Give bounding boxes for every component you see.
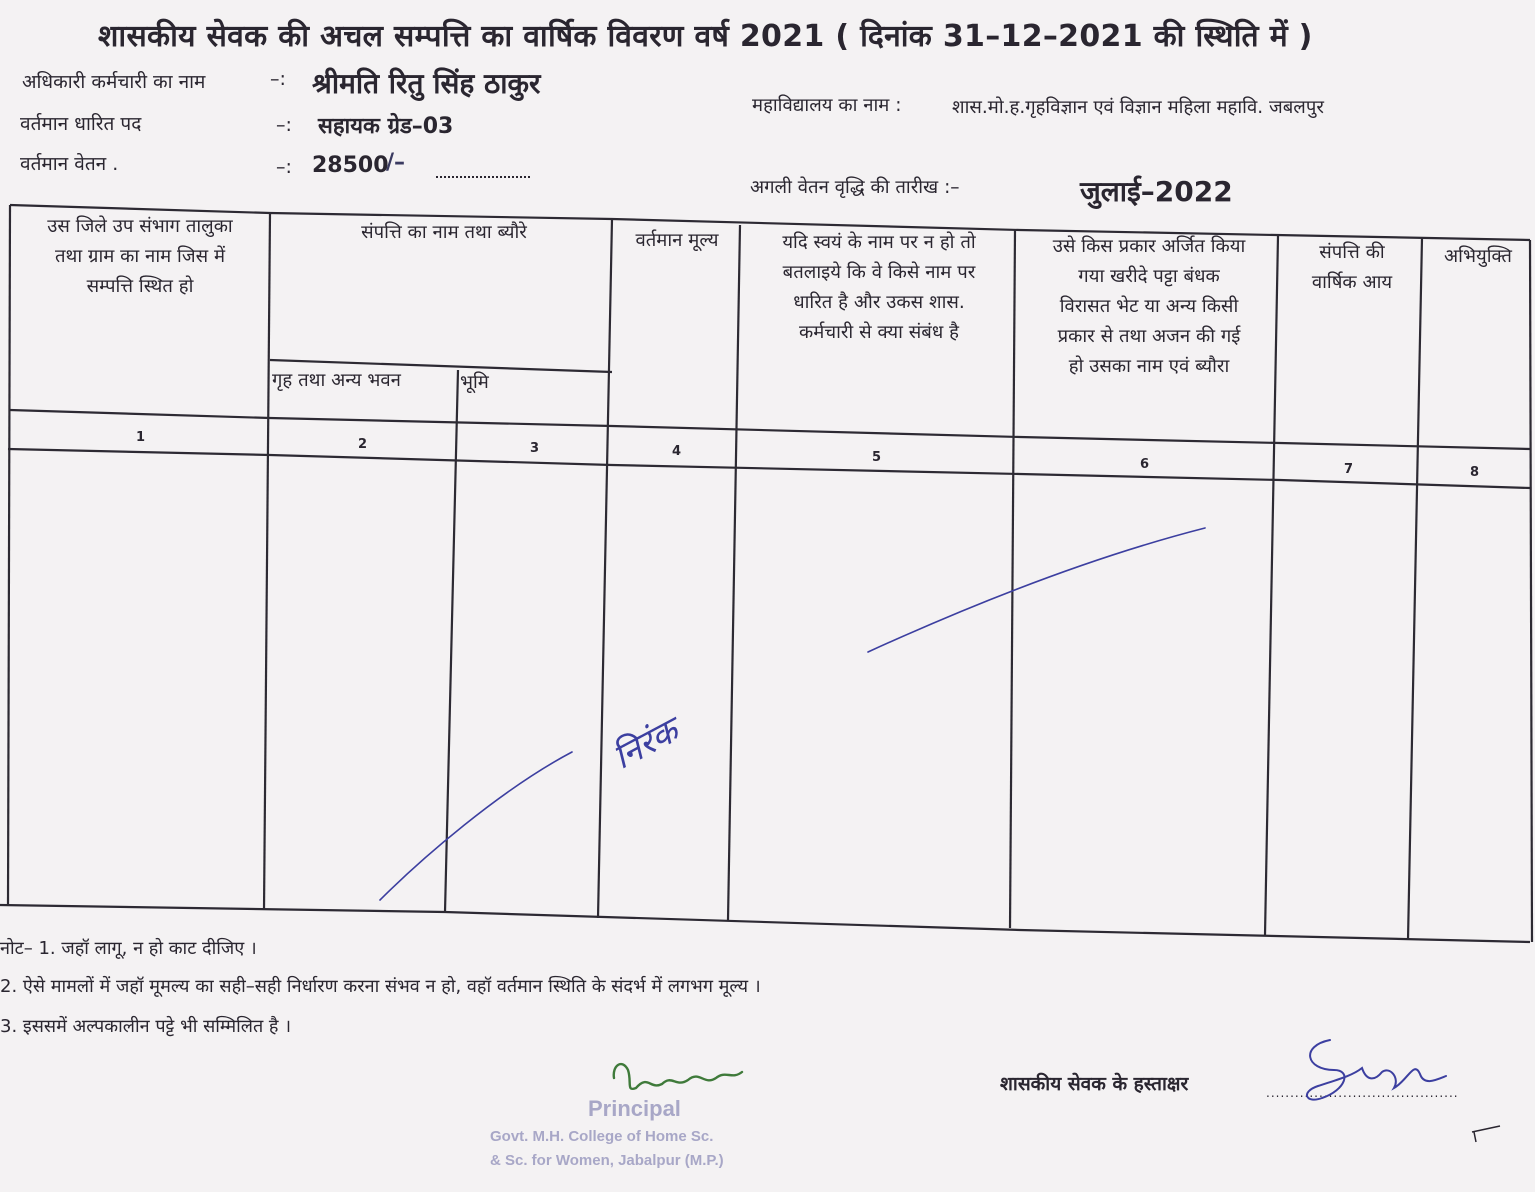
post-value: सहायक ग्रेड–03 [318, 114, 454, 139]
header-col23: संपत्ति का नाम तथा ब्यौरे [361, 222, 527, 243]
name-separator: –: [270, 68, 286, 90]
post-label: वर्तमान धारित पद [20, 113, 142, 135]
salary-separator: –: [276, 156, 292, 178]
note-2: 2. ऐसे मामलों में जहॉ मूमल्य का सही–सही निर्धारण करना संभव न हो, वहॉ वर्तमान स्थिति के संदर्भ में लगभग मूल्य । [0, 976, 761, 997]
header-col6: उसे किस प्रकार अर्जित किया गया खरीदे पट्टा बंधक विरासत भेट या अन्य किसी प्रकार से तथा अजन की गई हो उसका नाम एवं ब्यौरा [1052, 236, 1246, 377]
strike-line-col2 [380, 752, 572, 900]
header-col8: अभियुक्ति [1444, 246, 1512, 267]
col-number-5: 5 [872, 450, 882, 465]
employee-name: श्रीमति रितु सिंह ठाकुर [312, 67, 541, 100]
header-col2: गृह तथा अन्य भवन [272, 370, 401, 391]
col-number-6: 6 [1140, 457, 1150, 472]
salary-suffix: /– [386, 150, 406, 175]
col-number-1: 1 [136, 430, 146, 445]
header-col7: संपत्ति की वार्षिक आय [1311, 242, 1393, 293]
post-separator: –: [276, 114, 292, 136]
note-1: नोट– 1. जहॉ लागू, न हो काट दीजिए । [0, 938, 257, 959]
signature-dots: ........................................ [1266, 1086, 1459, 1100]
handwritten-nil-entry: निरंक [606, 710, 685, 778]
col-number-7: 7 [1344, 462, 1354, 477]
salary-value: 28500 [312, 153, 389, 178]
salary-label: वर्तमान वेतन . [20, 153, 119, 175]
form-title: शासकीय सेवक की अचल सम्पत्ति का वार्षिक विवरण वर्ष 2021 ( दिनांक 31–12–2021 की स्थिति में ) [98, 19, 1313, 54]
header-col3: भूमि [460, 372, 489, 393]
header-col1: उस जिले उप संभाग तालुका तथा ग्राम का नाम जिस में सम्पत्ति स्थित हो [47, 216, 233, 297]
col-number-4: 4 [672, 444, 682, 459]
stamp-line-1: Govt. M.H. College of Home Sc. [490, 1128, 714, 1145]
header-col4: वर्तमान मूल्य [635, 230, 719, 251]
stamp-title: Principal [588, 1096, 681, 1121]
note-3: 3. इससमें अल्पकालीन पट्टे भी सम्मिलित है । [0, 1016, 292, 1037]
signature-label: शासकीय सेवक के हस्ताक्षर [1000, 1073, 1189, 1095]
col-number-2: 2 [358, 437, 368, 452]
increment-value: जुलाई–2022 [1080, 175, 1233, 208]
college-value: शास.मो.ह.गृहविज्ञान एवं विज्ञान महिला महावि. जबलपुर [952, 97, 1324, 118]
name-label: अधिकारी कर्मचारी का नाम [22, 71, 206, 93]
increment-label: अगली वेतन वृद्धि की तारीख :– [750, 177, 960, 198]
col-number-3: 3 [530, 441, 540, 456]
stamp-line-2: & Sc. for Women, Jabalpur (M.P.) [490, 1152, 724, 1169]
header-col5: यदि स्वयं के नाम पर न हो तो बतलाइये कि वे किसे नाम पर धारित है और उकस शास. कर्मचारी से क्या संबंध है [782, 232, 976, 343]
col-number-8: 8 [1470, 465, 1480, 480]
college-label: महाविद्यालय का नाम : [752, 95, 902, 116]
strike-line-col6 [868, 528, 1205, 652]
